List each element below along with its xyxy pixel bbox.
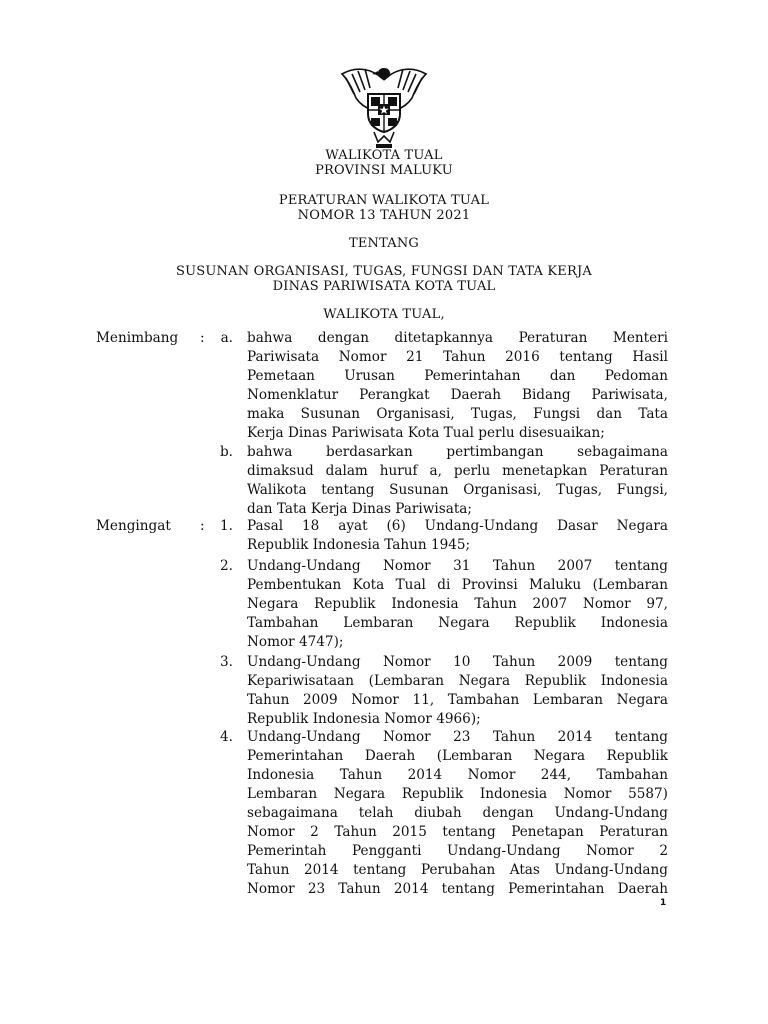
text-line: bahwa dengan ditetapkannya Peraturan Menteri [247, 330, 668, 346]
item-text [247, 443, 668, 519]
item-mark: 4. [220, 729, 233, 745]
item-text [247, 517, 668, 555]
about-heading: TENTANG [348, 236, 420, 251]
text-line: Republik Indonesia Nomor 4966); [247, 711, 481, 727]
text-line: Indonesia Tahun 2014 Nomor 244, Tambahan [247, 767, 668, 783]
text-line: Walikota tentang Susunan Organisasi, Tugas, Fungsi, [247, 482, 668, 498]
regulation-title: PERATURAN WALIKOTA TUAL [278, 193, 490, 208]
text-line: Nomor 2 Tahun 2015 tentang Penetapan Peraturan [247, 824, 668, 840]
colon: : [200, 518, 205, 534]
subject-line-2: DINAS PARIWISATA KOTA TUAL [272, 279, 496, 294]
item-mark: 3. [220, 654, 233, 670]
text-line: maka Susunan Organisasi, Tugas, Fungsi dan Tata [247, 406, 668, 422]
text-line: Pemerintah Pengganti Undang-Undang Nomor 2 [247, 843, 668, 859]
colon: : [200, 330, 205, 346]
garuda-emblem-icon [334, 58, 434, 150]
item-text [247, 329, 668, 443]
authority-line: WALIKOTA TUAL, [323, 307, 445, 322]
text-line: Nomor 23 Tahun 2014 tentang Pemerintahan Daerah [247, 881, 668, 897]
item-text [247, 653, 668, 729]
text-line: Kepariwisataan (Lembaran Negara Republik Indonesia [247, 673, 668, 689]
text-line: Negara Republik Indonesia Tahun 2007 Nomor 97, [247, 596, 668, 612]
text-line: Nomor 4747); [247, 634, 344, 650]
item-mark: 1. [220, 518, 233, 534]
text-line: Pasal 18 ayat (6) Undang-Undang Dasar Negara [247, 518, 668, 534]
menimbang-label: Menimbang [96, 330, 179, 346]
item-mark: b. [219, 444, 233, 460]
text-line: Pembentukan Kota Tual di Provinsi Maluku (Lembaran [247, 577, 668, 593]
text-line: Kerja Dinas Pariwisata Kota Tual perlu disesuaikan; [247, 425, 605, 441]
item-mark: a. [220, 330, 233, 346]
item-mark: 2. [220, 558, 233, 574]
text-line: Pariwisata Nomor 21 Tahun 2016 tentang Hasil [247, 349, 668, 365]
text-line: dan Tata Kerja Dinas Pariwisata; [247, 501, 472, 517]
header-line-1: WALIKOTA TUAL [325, 148, 443, 163]
text-line: bahwa berdasarkan pertimbangan sebagaimana [247, 444, 668, 460]
item-text [247, 557, 668, 652]
subject-line-1: SUSUNAN ORGANISASI, TUGAS, FUNGSI DAN TATA KERJA [176, 264, 592, 279]
mengingat-label: Mengingat [96, 518, 171, 534]
text-line: sebagaimana telah diubah dengan Undang-Undang [247, 805, 668, 821]
item-text [247, 728, 668, 899]
text-line: dimaksud dalam huruf a, perlu menetapkan Peraturan [247, 463, 668, 479]
text-line: Pemerintahan Daerah (Lembaran Negara Republik [247, 748, 668, 764]
regulation-number: NOMOR 13 TAHUN 2021 [297, 208, 471, 223]
text-line: Nomenklatur Perangkat Daerah Bidang Pariwisata, [247, 387, 668, 403]
text-line: Republik Indonesia Tahun 1945; [247, 537, 471, 553]
text-line: Pemetaan Urusan Pemerintahan dan Pedoman [247, 368, 668, 384]
text-line: Undang-Undang Nomor 31 Tahun 2007 tentang [247, 558, 668, 574]
text-line: Tambahan Lembaran Negara Republik Indonesia [247, 615, 668, 631]
text-line: Undang-Undang Nomor 10 Tahun 2009 tentang [247, 654, 668, 670]
text-line: Tahun 2014 tentang Perubahan Atas Undang-Undang [247, 862, 668, 878]
text-line: Tahun 2009 Nomor 11, Tambahan Lembaran Negara [247, 692, 668, 708]
text-line: Lembaran Negara Republik Indonesia Nomor 5587) [247, 786, 668, 802]
page-number: 1 [660, 898, 667, 908]
text-line: Undang-Undang Nomor 23 Tahun 2014 tentang [247, 729, 668, 745]
header-line-2: PROVINSI MALUKU [315, 163, 453, 178]
